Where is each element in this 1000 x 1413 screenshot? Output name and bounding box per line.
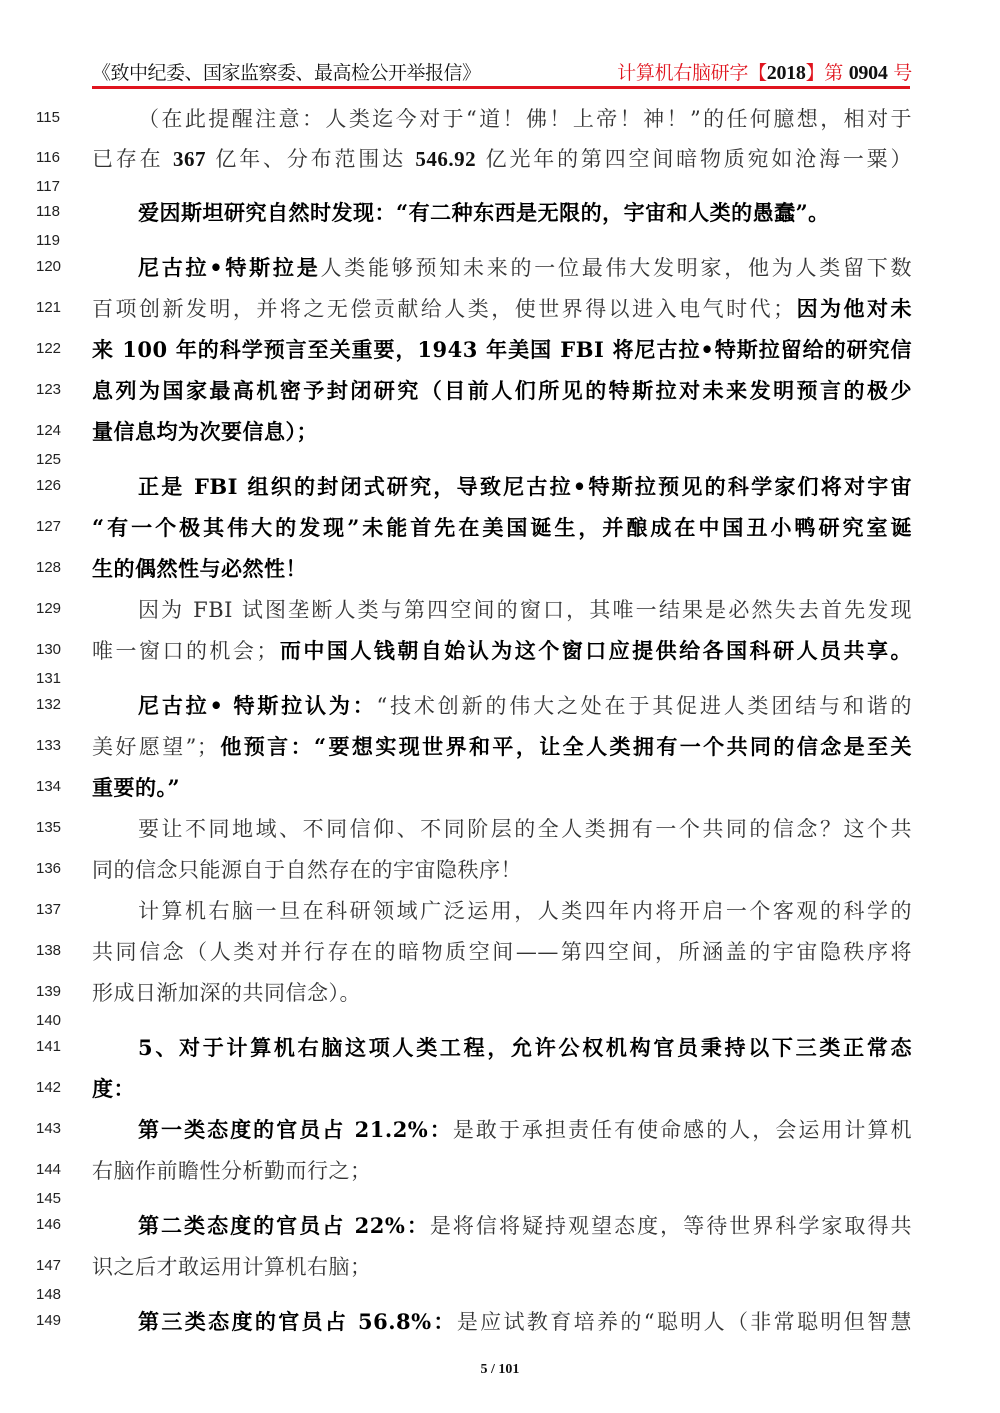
line-text xyxy=(92,1073,912,1103)
document-line xyxy=(0,690,1000,720)
line-number: 115 xyxy=(36,109,60,126)
header-title: 《致中纪委、国家监察委、最高检公开举报信》 xyxy=(92,62,481,84)
line-number: 136 xyxy=(36,860,62,877)
bold-text: 尼古拉• 特斯拉认为： xyxy=(138,693,377,718)
line-number: 123 xyxy=(36,381,62,398)
bold-text: 5、对于计算机右脑这项人类工程，允许公权机构官员秉持以下三类正常态 xyxy=(138,1035,912,1060)
numeric-text: 546.92 xyxy=(415,147,477,171)
line-number: 147 xyxy=(36,1257,62,1274)
bold-text: 第三类态度的官员占 56.8%： xyxy=(138,1309,457,1334)
bold-text: 第二类态度的官员占 22%： xyxy=(138,1213,430,1238)
regular-text: 右脑作前瞻性分析勤而行之； xyxy=(92,1159,372,1183)
line-text xyxy=(92,731,912,761)
bold-text: 尼古拉•特斯拉是 xyxy=(138,255,321,280)
document-line xyxy=(0,512,1000,542)
line-text xyxy=(138,1306,912,1336)
bold-text: 爱因斯坦研究自然时发现：“有二种东西是无限的，宇宙和人类的愚蠢”。 xyxy=(138,200,830,225)
line-text xyxy=(138,1210,912,1240)
document-line xyxy=(0,143,1000,173)
line-number: 146 xyxy=(36,1216,62,1233)
doc-number-suffix: 号 xyxy=(887,62,912,84)
line-number: 130 xyxy=(36,641,62,658)
document-line xyxy=(0,334,1000,364)
line-number: 149 xyxy=(36,1312,62,1329)
line-text xyxy=(92,1155,912,1185)
regular-text: 因为 FBI 试图垄断人类与第四空间的窗口，其唯一结果是必然失去首先发现 xyxy=(138,598,912,622)
document-line xyxy=(0,594,1000,624)
regular-text: 是敢于承担责任有使命感的人，会运用计算机 xyxy=(452,1118,912,1142)
numeric-text: 367 xyxy=(172,147,206,171)
line-text xyxy=(138,813,912,843)
document-line xyxy=(0,1032,1000,1062)
document-line xyxy=(0,936,1000,966)
page-header xyxy=(92,58,912,86)
line-number: 144 xyxy=(36,1161,62,1178)
bold-text: 第一类态度的官员占 21.2%： xyxy=(138,1117,453,1142)
line-text xyxy=(138,1114,912,1144)
regular-text: “技术创新的伟大之处在于其促进人类团结与和谐的 xyxy=(376,694,913,718)
line-text xyxy=(92,854,912,884)
document-line xyxy=(0,731,1000,761)
regular-text: 同的信念只能源自于自然存在的宇宙隐秩序！ xyxy=(92,858,522,882)
regular-text: 人类能够预知未来的一位最伟大发明家，他为人类留下数 xyxy=(320,256,913,280)
line-number: 148 xyxy=(36,1286,62,1303)
line-text xyxy=(138,197,912,227)
document-line xyxy=(0,103,1000,133)
bold-text: 因为他对未 xyxy=(794,296,913,321)
doc-number-prefix: 计算机右脑研字【 xyxy=(617,62,767,84)
regular-text: 百项创新发明，并将之无偿贡献给人类，使世界得以进入电气时代； xyxy=(92,297,795,321)
bold-text: 而中国人钱朝自始认为这个窗口应提供给各国科研人员共享。 xyxy=(277,638,913,663)
document-line xyxy=(0,1155,1000,1185)
line-number: 143 xyxy=(36,1120,62,1137)
line-number: 117 xyxy=(36,178,60,195)
line-number: 139 xyxy=(36,983,62,1000)
bold-text: “有一个极其伟大的发现”未能首先在美国诞生，并酿成在中国丑小鸭研究室诞 xyxy=(92,515,912,540)
page-number: 5 / 101 xyxy=(480,1362,520,1377)
regular-text: 美好愿望”； xyxy=(92,735,219,759)
document-line xyxy=(0,635,1000,665)
line-number: 141 xyxy=(36,1038,62,1055)
regular-text: 唯一窗口的机会； xyxy=(92,639,278,663)
line-text xyxy=(92,512,912,542)
doc-number-serial: 0904 xyxy=(848,62,888,84)
line-text xyxy=(138,471,912,501)
doc-number-year: 2018 xyxy=(766,62,806,84)
line-text xyxy=(138,594,912,624)
line-number: 122 xyxy=(36,340,62,357)
regular-text: （在此提醒注意：人类迄今对于“道！佛！上帝！神！”的任何臆想，相对于 xyxy=(138,107,912,131)
line-number: 128 xyxy=(36,559,62,576)
regular-text: 要让不同地域、不同信仰、不同阶层的全人类拥有一个共同的信念？这个共 xyxy=(138,817,912,841)
bold-text: 生的偶然性与必然性！ xyxy=(92,556,307,581)
document-line xyxy=(0,977,1000,1007)
bold-text: 正是 FBI 组织的封闭式研究，导致尼古拉•特斯拉预见的科学家们将对宇宙 xyxy=(138,474,912,499)
bold-text: 量信息均为次要信息）； xyxy=(92,419,318,444)
line-number: 132 xyxy=(36,696,62,713)
line-number: 127 xyxy=(36,518,62,535)
line-text xyxy=(92,635,912,665)
document-line xyxy=(0,1306,1000,1336)
document-line xyxy=(0,895,1000,925)
regular-text: 计算机右脑一旦在科研领域广泛运用，人类四年内将开启一个客观的科学的 xyxy=(138,899,912,923)
line-number: 142 xyxy=(36,1079,62,1096)
regular-text: 是将信将疑持观望态度，等待世界科学家取得共 xyxy=(429,1214,912,1238)
line-number: 135 xyxy=(36,819,62,836)
document-line xyxy=(0,1251,1000,1281)
line-text xyxy=(92,334,912,364)
document-line xyxy=(0,813,1000,843)
line-number: 133 xyxy=(36,737,62,754)
line-text xyxy=(138,1032,912,1062)
line-number: 129 xyxy=(36,600,62,617)
bold-text: 重要的。” xyxy=(92,775,181,800)
document-line xyxy=(0,553,1000,583)
line-text xyxy=(138,895,912,925)
document-line xyxy=(0,252,1000,282)
bold-text: 来 100 年的科学预言至关重要，1943 年美国 FBI 将尼古拉•特斯拉留给的研究信 xyxy=(92,337,912,362)
bold-text: 他预言：“要想实现世界和平，让全人类拥有一个共同的信念是至关 xyxy=(218,734,912,759)
line-number: 118 xyxy=(36,203,60,220)
bold-text: 息列为国家最高机密予封闭研究（目前人们所见的特斯拉对未来发明预言的极少 xyxy=(92,378,912,403)
line-text xyxy=(92,772,912,802)
line-number: 126 xyxy=(36,477,62,494)
document-line xyxy=(0,854,1000,884)
document-line xyxy=(0,375,1000,405)
doc-number-mid: 】第 xyxy=(805,62,849,84)
line-text xyxy=(92,977,912,1007)
line-text xyxy=(92,375,912,405)
line-text xyxy=(92,936,912,966)
document-number xyxy=(617,58,912,85)
bold-text: 度： xyxy=(92,1076,135,1101)
line-number: 124 xyxy=(36,422,62,439)
line-text xyxy=(138,103,912,133)
line-number: 119 xyxy=(36,232,60,249)
line-text xyxy=(92,143,912,173)
regular-text: 是应试教育培养的“聪明人（非常聪明但智慧 xyxy=(456,1310,912,1334)
document-line xyxy=(0,1210,1000,1240)
line-number: 121 xyxy=(36,299,62,316)
regular-text: 共同信念（人类对并行存在的暗物质空间——第四空间，所涵盖的宇宙隐秩序将 xyxy=(92,940,912,964)
document-line xyxy=(0,197,1000,227)
regular-text: 亿年、分布范围达 xyxy=(205,147,416,171)
line-number: 138 xyxy=(36,942,62,959)
line-text xyxy=(138,690,912,720)
line-text xyxy=(92,416,912,446)
line-number: 116 xyxy=(36,149,60,166)
line-number: 137 xyxy=(36,901,62,918)
document-line xyxy=(0,772,1000,802)
document-line xyxy=(0,471,1000,501)
document-line xyxy=(0,293,1000,323)
line-text xyxy=(92,553,912,583)
line-text xyxy=(92,293,912,323)
regular-text: 已存在 xyxy=(92,147,173,171)
line-number: 131 xyxy=(36,670,62,687)
document-line xyxy=(0,1073,1000,1103)
line-number: 120 xyxy=(36,258,62,275)
regular-text: 形成日渐加深的共同信念）。 xyxy=(92,981,361,1005)
regular-text: 识之后才敢运用计算机右脑； xyxy=(92,1255,372,1279)
document-line xyxy=(0,1114,1000,1144)
document-line xyxy=(0,416,1000,446)
regular-text: 亿光年的第四空间暗物质宛如沧海一粟） xyxy=(476,147,912,171)
line-number: 145 xyxy=(36,1190,62,1207)
line-number: 134 xyxy=(36,778,62,795)
line-number: 140 xyxy=(36,1012,62,1029)
header-rule xyxy=(92,86,910,89)
line-number: 125 xyxy=(36,451,62,468)
line-text xyxy=(138,252,912,282)
line-text xyxy=(92,1251,912,1281)
